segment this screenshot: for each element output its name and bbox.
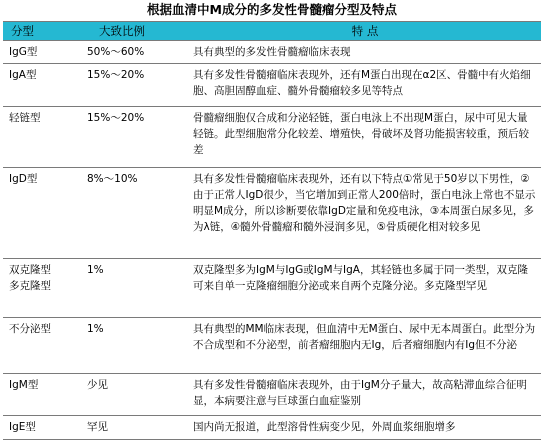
row-feature: 具有多发性骨髓瘤临床表现外，由于IgM分子量大，故高粘滞血综合征明显，本病要注意与巨球蛋白血症鉴别 — [191, 374, 541, 416]
header-feature: 特 点 — [191, 22, 541, 41]
row-ratio: 少见 — [83, 374, 191, 416]
row-ratio: 罕见 — [83, 416, 191, 440]
table-row — [3, 41, 541, 64]
table-row — [3, 107, 541, 168]
row-type-line: 多克隆型 — [9, 280, 51, 292]
row-feature: 具有典型的MM临床表现，但血清中无M蛋白、尿中无本周蛋白。此型分为不合成型和不分泌型，前者瘤细胞内无Ig，后者瘤细胞内有Ig但不分泌 — [191, 318, 541, 374]
row-type: IgA型 — [3, 64, 83, 107]
row-type-line: 双克隆型 — [9, 264, 51, 276]
row-type: IgE型 — [3, 416, 83, 440]
header-ratio: 大致比例 — [83, 22, 191, 41]
row-ratio: 1% — [83, 259, 191, 318]
row-feature: 国内尚无报道，此型溶骨性病变少见，外周血浆细胞增多 — [191, 416, 541, 440]
row-ratio: 15%～20% — [83, 64, 191, 107]
row-type: IgD型 — [3, 168, 83, 259]
myeloma-classification-table — [3, 21, 541, 440]
row-type: 轻链型 — [3, 107, 83, 168]
table-title: 根据血清中M成分的多发性骨髓瘤分型及特点 — [147, 2, 397, 17]
table-row — [3, 374, 541, 416]
row-ratio: 8%～10% — [83, 168, 191, 259]
header-type: 分型 — [3, 22, 83, 41]
row-type: IgM型 — [3, 374, 83, 416]
table-row — [3, 318, 541, 374]
table-row — [3, 64, 541, 107]
table-row — [3, 259, 541, 318]
row-type — [3, 259, 83, 318]
row-ratio: 50%～60% — [83, 41, 191, 64]
row-ratio: 1% — [83, 318, 191, 374]
row-feature: 具有多发性骨髓瘤临床表现外，还有以下特点①常见于50岁以下男性，②由于正常人IgD很少，当它增加到正常人200倍时，蛋白电泳上常也不显示明显M成分，所以诊断要依靠IgD定量和免疫电泳，③本周蛋白尿多见，多为λ链，④髓外骨髓瘤和髓外浸润多见，⑤骨质硬化相对较多见 — [191, 168, 541, 259]
row-type: IgG型 — [3, 41, 83, 64]
row-feature: 双克隆型多为IgM与IgG或IgM与IgA，其轻链也多属于同一类型，双克隆可来自单一克隆瘤细胞分泌或来自两个克隆分泌。多克隆型罕见 — [191, 259, 541, 318]
row-feature: 骨髓瘤细胞仅合成和分泌轻链，蛋白电泳上不出现M蛋白，尿中可见大量轻链。此型细胞常分化较差、增殖快，骨破坏及肾功能损害较重，预后较差 — [191, 107, 541, 168]
row-type: 不分泌型 — [3, 318, 83, 374]
row-feature: 具有多发性骨髓瘤临床表现外，还有M蛋白出现在α2区、骨髓中有火焰细胞、高胆固醇血症、髓外骨髓瘤较多见等特点 — [191, 64, 541, 107]
table-header-row — [3, 22, 541, 41]
row-ratio: 15%～20% — [83, 107, 191, 168]
table-row — [3, 416, 541, 440]
row-feature: 具有典型的多发性骨髓瘤临床表现 — [191, 41, 541, 64]
table-row — [3, 168, 541, 259]
